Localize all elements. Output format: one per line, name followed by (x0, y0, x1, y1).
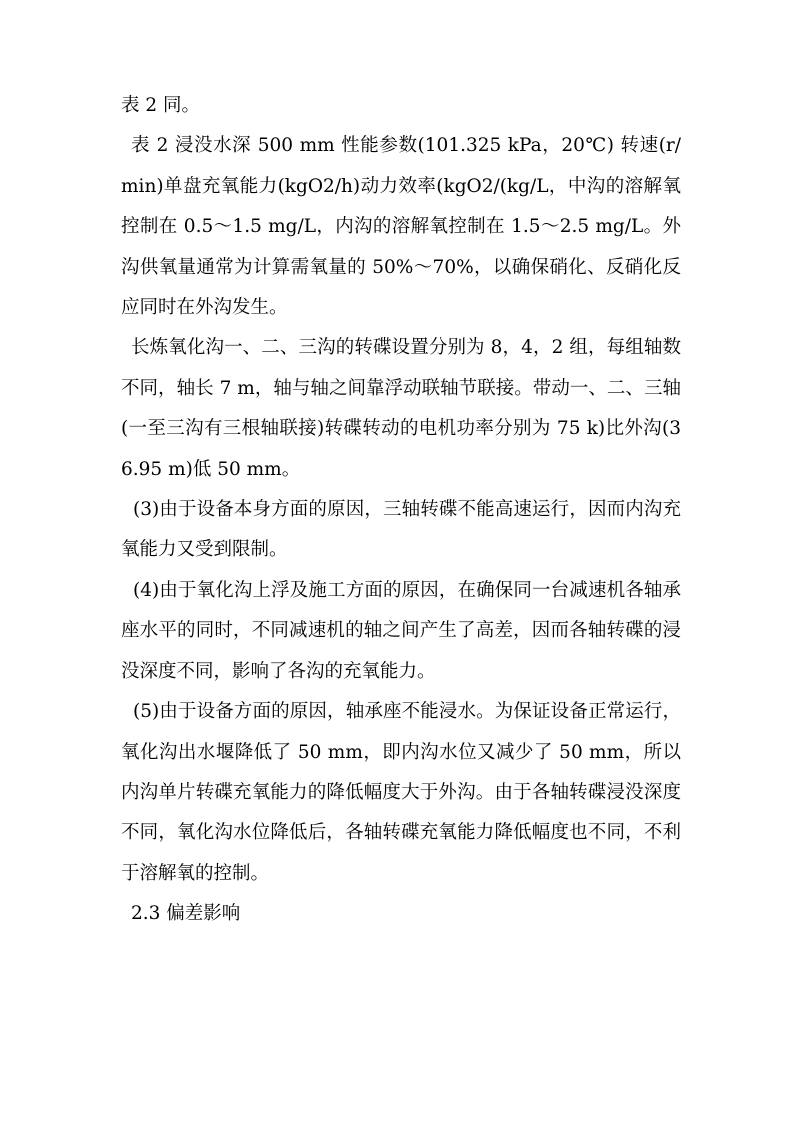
paragraph-rotor-setup: 长炼氧化沟一、二、三沟的转碟设置分别为 8，4，2 组，每组轴数不同，轴长 7 m，轴与轴之间靠浮动联轴节联接。带动一、二、三轴(一至三沟有三根轴联接)转碟转动的电机功率分别为 75 k)比外沟(36.95 m)低 50 mm。 (121, 337, 681, 480)
paragraph-table-2-parameters: 表 2 浸没水深 500 mm 性能参数(101.325 kPa，20℃) 转速(r/min)单盘充氧能力(kgO2/h)动力效率(kgO2/(kg/L，中沟的溶解氧控制在 0.5～1.5 mg/L，内沟的溶解氧控制在 1.5～2.5 mg/L。外沟供氧量通常为计算需氧量的 50%～70%，以确保硝化、反硝化反应同时在外沟发生。 (121, 135, 681, 319)
paragraph-item-3: (3)由于设备本身方面的原因，三轴转碟不能高速运行，因而内沟充氧能力又受到限制。 (121, 499, 681, 561)
section-heading: 2.3 偏差影响 (131, 903, 241, 925)
paragraph-item-5: (5)由于设备方面的原因，轴承座不能浸水。为保证设备正常运行，氧化沟出水堰降低了 50 mm，即内沟水位又减少了 50 mm，所以内沟单片转碟充氧能力的降低幅度大于外沟。由于各轴转碟浸没深度不同，氧化沟水位降低后，各轴转碟充氧能力降低幅度也不同，不利于溶解氧的控制。 (121, 701, 681, 884)
document-body (121, 86, 681, 935)
paragraph-item-4: (4)由于氧化沟上浮及施工方面的原因，在确保同一台减速机各轴承座水平的同时，不同减速机的轴之间产生了高差，因而各轴转碟的浸没深度不同，影响了各沟的充氧能力。 (121, 579, 681, 682)
paragraph-table-ref: 表 2 同。 (121, 95, 201, 116)
